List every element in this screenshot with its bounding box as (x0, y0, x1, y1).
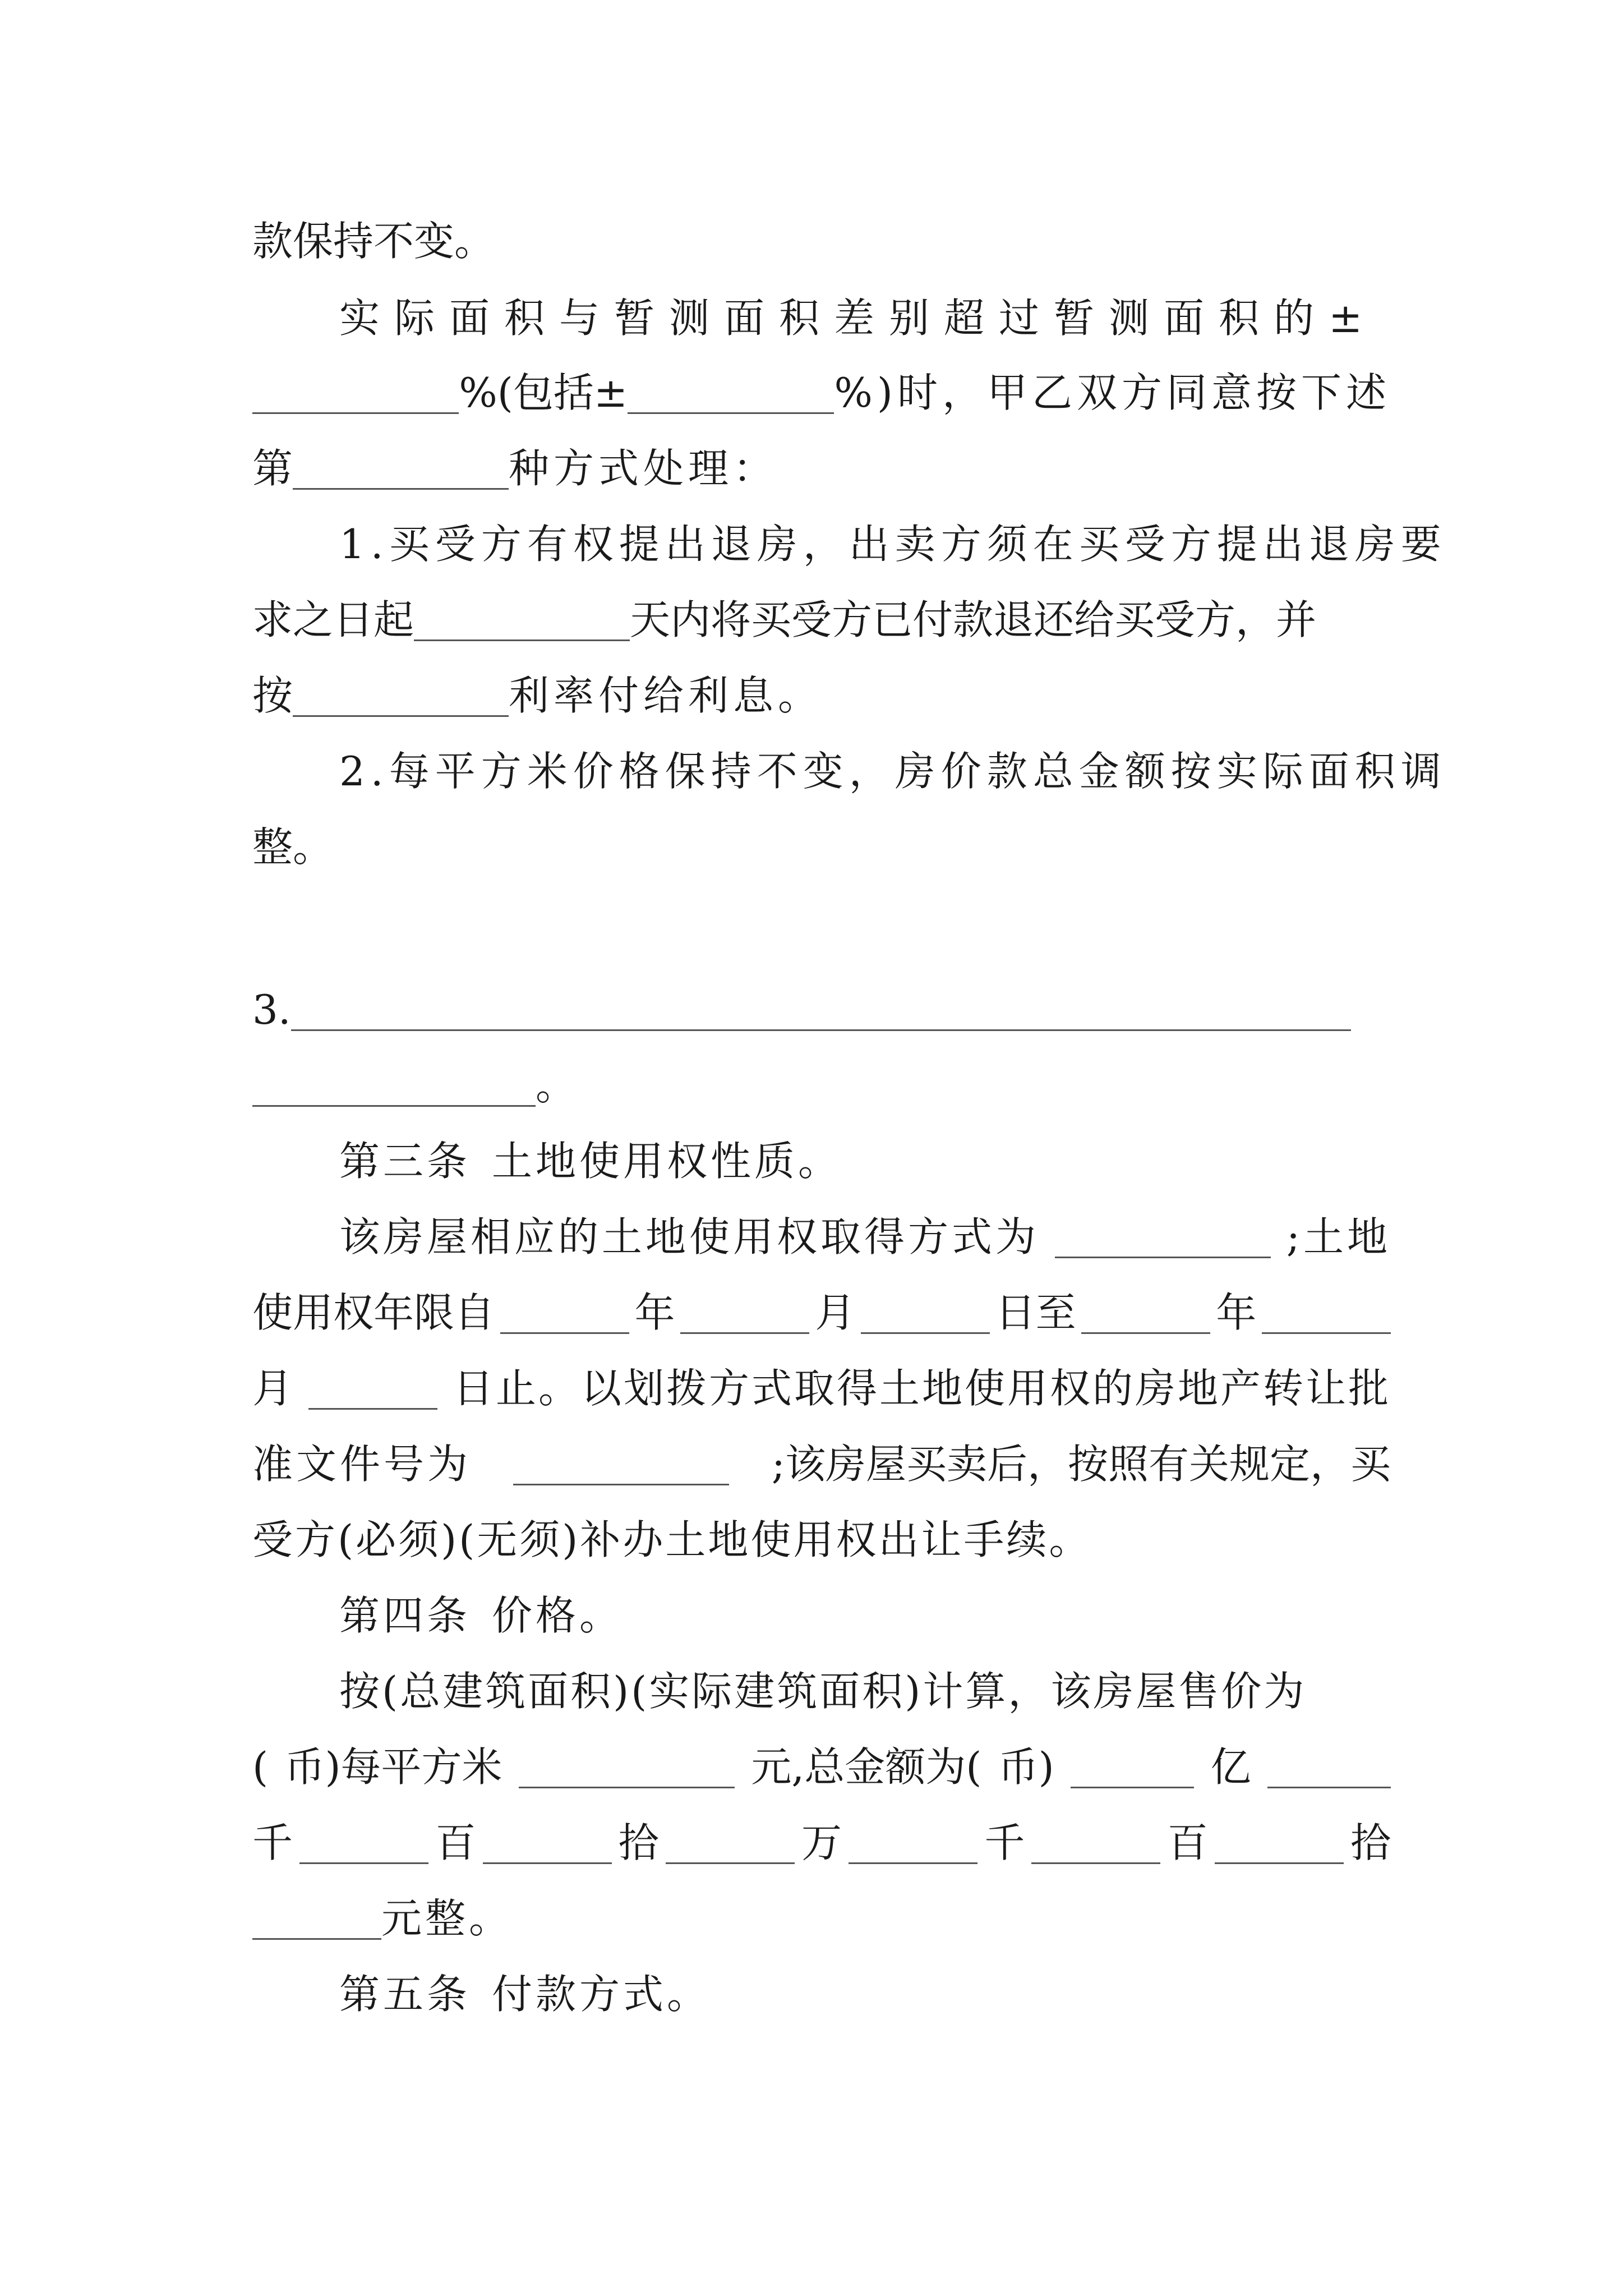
text-line-10: 3. (252, 979, 1368, 1041)
text-line-8: 2.每平方米价格保持不变，房价款总金额按实际面积调 (339, 748, 1447, 795)
blank-field[interactable] (252, 1065, 536, 1107)
text-line-6: 求之日起 天内将买受方已付款退还给买受方，并 (252, 596, 1317, 643)
blank-field[interactable] (252, 372, 459, 414)
blank-field[interactable] (1031, 1822, 1160, 1864)
text-line-16: 准文件号为 ;该房屋买卖后，按照有关规定，买 (252, 1441, 1391, 1488)
blank-field[interactable] (1262, 1292, 1391, 1334)
blank-field[interactable] (291, 989, 1351, 1031)
blank-field[interactable] (513, 1443, 729, 1485)
text-line-13: 该房屋相应的土地使用权取得方式为 ;土地 (339, 1213, 1391, 1260)
text-line-9: 整。 (252, 823, 334, 871)
text-line-2: 实际面积与暂测面积差别超过暂测面积的± (339, 295, 1377, 342)
article-3-heading: 第三条 土地使用权性质。 (339, 1138, 842, 1185)
text-line-1: 款保持不变。 (252, 218, 495, 265)
blank-field[interactable] (1071, 1746, 1194, 1788)
blank-field[interactable] (500, 1292, 629, 1334)
text-line-21: 千 百 拾 万 千 百 拾 (252, 1819, 1391, 1866)
text-line-14: 使用权年限自 年 月 日至 年 (252, 1282, 1391, 1343)
blank-field[interactable] (628, 372, 834, 414)
blank-field[interactable] (293, 448, 509, 490)
text-line-15: 月 日止。以划拨方式取得土地使用权的房地产转让批 (252, 1365, 1391, 1412)
text-line-7: 按 利率付给利息。 (252, 672, 823, 719)
blank-field[interactable] (414, 599, 630, 641)
blank-field[interactable] (1267, 1746, 1391, 1788)
blank-field[interactable] (680, 1292, 809, 1334)
blank-field[interactable] (293, 675, 509, 717)
blank-field[interactable] (1055, 1216, 1271, 1258)
article-5-heading: 第五条 付款方式。 (339, 1971, 711, 2018)
text-line-5: 1.买受方有权提出退房，出卖方须在买受方提出退房要 (339, 521, 1447, 568)
text-line-20: ( 币)每平方米 元,总金额为( 币) 亿 (252, 1736, 1391, 1798)
blank-field[interactable] (666, 1822, 795, 1864)
blank-field[interactable] (308, 1368, 437, 1410)
article-4-heading: 第四条 价格。 (339, 1592, 624, 1639)
blank-field[interactable] (1215, 1822, 1344, 1864)
blank-field[interactable] (1081, 1292, 1210, 1334)
blank-field[interactable] (861, 1292, 990, 1334)
blank-field[interactable] (849, 1822, 978, 1864)
text-line-4: 第 种方式处理： (252, 445, 778, 492)
text-line-11: 。 (252, 1055, 1391, 1116)
blank-field[interactable] (252, 1898, 381, 1940)
blank-field[interactable] (299, 1822, 428, 1864)
text-line-22: 元整。 (252, 1888, 1391, 1949)
text-line-3: %(包括± %)时，甲乙双方同意按下述 (252, 362, 1391, 424)
blank-field[interactable] (483, 1822, 612, 1864)
blank-field[interactable] (519, 1746, 735, 1788)
text-line-19: 按(总建筑面积)(实际建筑面积)计算，该房屋售价为 (339, 1668, 1307, 1715)
text-line-17: 受方(必须)(无须)补办土地使用权出让手续。 (252, 1516, 1092, 1563)
